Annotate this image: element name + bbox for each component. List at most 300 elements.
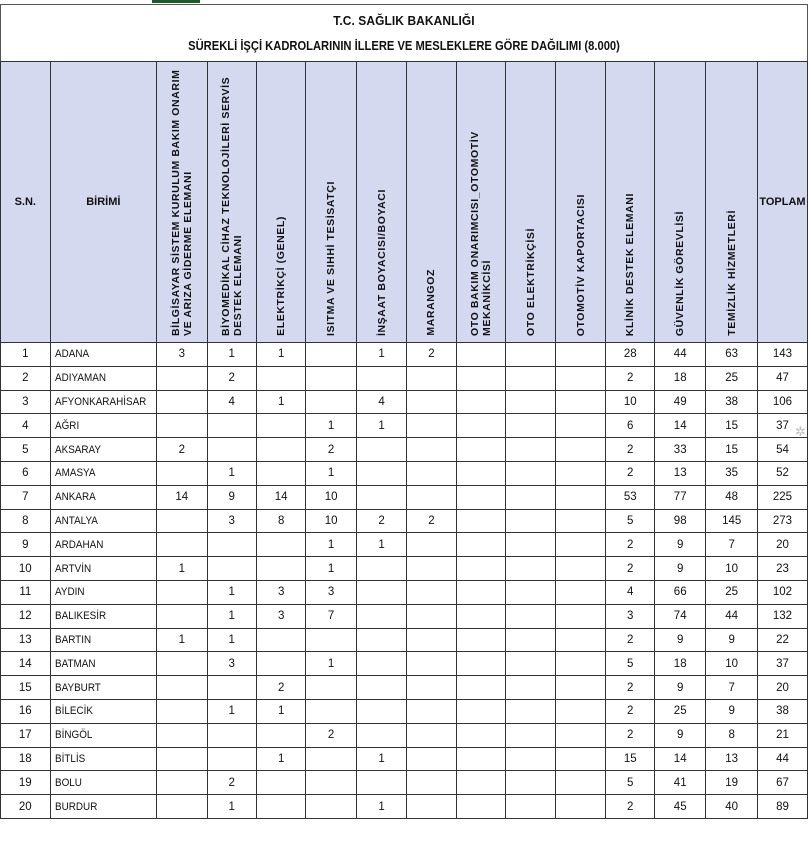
count-cell: 3 bbox=[207, 509, 256, 533]
count-cell bbox=[157, 533, 207, 557]
count-cell bbox=[157, 723, 207, 747]
count-cell: 19 bbox=[706, 771, 758, 795]
province-name: ANTALYA bbox=[50, 509, 156, 533]
count-cell: 1 bbox=[157, 557, 207, 581]
header-label: OTO ELEKTRİKÇİSİ bbox=[524, 228, 537, 336]
row-number: 9 bbox=[1, 533, 51, 557]
province-name: BİNGÖL bbox=[50, 723, 156, 747]
count-cell bbox=[556, 723, 606, 747]
header-electrician bbox=[256, 62, 305, 343]
count-cell bbox=[505, 438, 555, 462]
count-cell: 9 bbox=[654, 533, 705, 557]
count-cell bbox=[356, 366, 406, 390]
count-cell bbox=[456, 366, 505, 390]
count-cell: 6 bbox=[606, 414, 654, 438]
count-cell bbox=[157, 771, 207, 795]
table-row bbox=[1, 343, 808, 367]
count-cell bbox=[456, 343, 505, 367]
count-cell bbox=[407, 557, 456, 581]
row-number: 4 bbox=[1, 414, 51, 438]
province-name: BATMAN bbox=[50, 652, 156, 676]
row-total: 44 bbox=[757, 747, 807, 771]
count-cell: 4 bbox=[606, 580, 654, 604]
count-cell bbox=[456, 390, 505, 414]
header-plumber bbox=[306, 62, 356, 343]
top-accent-bar bbox=[152, 0, 200, 3]
table-row bbox=[1, 699, 808, 723]
count-cell bbox=[556, 390, 606, 414]
count-cell: 1 bbox=[306, 652, 356, 676]
count-cell: 15 bbox=[706, 438, 758, 462]
count-cell: 2 bbox=[606, 461, 654, 485]
count-cell: 10 bbox=[706, 557, 758, 581]
count-cell: 5 bbox=[606, 509, 654, 533]
table-body bbox=[1, 343, 808, 819]
count-cell: 25 bbox=[654, 699, 705, 723]
province-name: BALIKESİR bbox=[50, 604, 156, 628]
count-cell: 2 bbox=[606, 676, 654, 700]
count-cell bbox=[556, 414, 606, 438]
count-cell bbox=[456, 533, 505, 557]
count-cell: 1 bbox=[207, 699, 256, 723]
count-cell: 1 bbox=[256, 747, 305, 771]
count-cell: 3 bbox=[306, 580, 356, 604]
table-row bbox=[1, 652, 808, 676]
count-cell: 5 bbox=[606, 652, 654, 676]
count-cell bbox=[505, 747, 555, 771]
count-cell bbox=[256, 628, 305, 652]
count-cell: 25 bbox=[706, 580, 758, 604]
province-name: BURDUR bbox=[50, 795, 156, 819]
row-total: 20 bbox=[757, 676, 807, 700]
count-cell bbox=[157, 580, 207, 604]
count-cell bbox=[256, 771, 305, 795]
count-cell: 44 bbox=[706, 604, 758, 628]
count-cell bbox=[505, 461, 555, 485]
count-cell: 9 bbox=[654, 628, 705, 652]
row-number: 6 bbox=[1, 461, 51, 485]
count-cell: 145 bbox=[706, 509, 758, 533]
count-cell bbox=[556, 699, 606, 723]
province-name: BOLU bbox=[50, 771, 156, 795]
row-total: 143 bbox=[757, 343, 807, 367]
count-cell bbox=[505, 414, 555, 438]
table-row bbox=[1, 628, 808, 652]
count-cell: 4 bbox=[207, 390, 256, 414]
count-cell bbox=[306, 771, 356, 795]
count-cell: 7 bbox=[306, 604, 356, 628]
count-cell bbox=[306, 366, 356, 390]
count-cell bbox=[256, 795, 305, 819]
count-cell: 15 bbox=[706, 414, 758, 438]
count-cell bbox=[456, 628, 505, 652]
count-cell bbox=[505, 795, 555, 819]
count-cell bbox=[556, 509, 606, 533]
count-cell: 9 bbox=[207, 485, 256, 509]
count-cell bbox=[505, 366, 555, 390]
count-cell bbox=[456, 414, 505, 438]
header-label: OTOMOTİV KAPORTACISI bbox=[574, 193, 587, 336]
count-cell bbox=[505, 557, 555, 581]
count-cell bbox=[256, 366, 305, 390]
table-row bbox=[1, 723, 808, 747]
header-label: ELEKTRİKÇİ (GENEL) bbox=[275, 216, 288, 336]
count-cell bbox=[356, 771, 406, 795]
row-total: 20 bbox=[757, 533, 807, 557]
count-cell bbox=[306, 628, 356, 652]
count-cell: 1 bbox=[207, 628, 256, 652]
province-name: BAYBURT bbox=[50, 676, 156, 700]
count-cell bbox=[407, 771, 456, 795]
count-cell bbox=[407, 604, 456, 628]
count-cell bbox=[356, 485, 406, 509]
count-cell: 8 bbox=[706, 723, 758, 747]
table-row bbox=[1, 676, 808, 700]
header-auto-mechanic bbox=[456, 62, 505, 343]
count-cell bbox=[456, 604, 505, 628]
count-cell: 2 bbox=[256, 676, 305, 700]
count-cell bbox=[157, 747, 207, 771]
count-cell bbox=[505, 723, 555, 747]
province-name: ARTVİN bbox=[50, 557, 156, 581]
count-cell bbox=[306, 390, 356, 414]
count-cell bbox=[505, 580, 555, 604]
count-cell bbox=[456, 485, 505, 509]
count-cell bbox=[356, 557, 406, 581]
header-label: OTO BAKIM ONARIMCISI_OTOMOTİV MEKANİKCİSİ bbox=[468, 131, 493, 336]
count-cell: 1 bbox=[356, 747, 406, 771]
count-cell: 1 bbox=[207, 795, 256, 819]
count-cell: 2 bbox=[606, 723, 654, 747]
row-total: 106 bbox=[757, 390, 807, 414]
count-cell bbox=[407, 747, 456, 771]
count-cell: 2 bbox=[407, 509, 456, 533]
count-cell bbox=[356, 604, 406, 628]
header-cleaning bbox=[706, 62, 758, 343]
header-total: TOPLAM bbox=[757, 62, 807, 343]
count-cell bbox=[556, 461, 606, 485]
row-number: 5 bbox=[1, 438, 51, 462]
count-cell: 33 bbox=[654, 438, 705, 462]
count-cell: 49 bbox=[654, 390, 705, 414]
province-name: AĞRI bbox=[50, 414, 156, 438]
count-cell bbox=[207, 676, 256, 700]
count-cell: 1 bbox=[157, 628, 207, 652]
count-cell: 3 bbox=[256, 580, 305, 604]
province-name: BİTLİS bbox=[50, 747, 156, 771]
header-label: BİYOMEDİKAL CİHAZ TEKNOLOJİLERİ SERVİS DESTEK ELEMANI bbox=[219, 76, 244, 336]
count-cell: 40 bbox=[706, 795, 758, 819]
count-cell: 1 bbox=[256, 390, 305, 414]
count-cell bbox=[207, 438, 256, 462]
header-birimi: BİRİMİ bbox=[50, 62, 156, 343]
count-cell: 3 bbox=[207, 652, 256, 676]
count-cell: 14 bbox=[256, 485, 305, 509]
count-cell bbox=[407, 580, 456, 604]
row-number: 14 bbox=[1, 652, 51, 676]
header-auto-bodywork bbox=[556, 62, 606, 343]
row-total: 89 bbox=[757, 795, 807, 819]
table-row bbox=[1, 747, 808, 771]
count-cell bbox=[306, 343, 356, 367]
row-total: 47 bbox=[757, 366, 807, 390]
count-cell bbox=[505, 533, 555, 557]
count-cell bbox=[407, 676, 456, 700]
count-cell: 2 bbox=[356, 509, 406, 533]
count-cell bbox=[505, 676, 555, 700]
count-cell bbox=[157, 652, 207, 676]
count-cell bbox=[407, 628, 456, 652]
count-cell bbox=[556, 795, 606, 819]
count-cell bbox=[306, 795, 356, 819]
table-row bbox=[1, 414, 808, 438]
count-cell bbox=[456, 652, 505, 676]
count-cell: 1 bbox=[207, 604, 256, 628]
count-cell bbox=[157, 390, 207, 414]
count-cell bbox=[505, 509, 555, 533]
title-block bbox=[0, 4, 808, 64]
count-cell bbox=[505, 628, 555, 652]
row-number: 2 bbox=[1, 366, 51, 390]
table-row bbox=[1, 580, 808, 604]
province-name: ARDAHAN bbox=[50, 533, 156, 557]
count-cell: 2 bbox=[407, 343, 456, 367]
count-cell bbox=[407, 485, 456, 509]
count-cell: 66 bbox=[654, 580, 705, 604]
count-cell bbox=[256, 533, 305, 557]
row-number: 18 bbox=[1, 747, 51, 771]
count-cell bbox=[306, 699, 356, 723]
count-cell bbox=[207, 723, 256, 747]
row-total: 37 bbox=[757, 652, 807, 676]
count-cell bbox=[407, 533, 456, 557]
row-total: 23 bbox=[757, 557, 807, 581]
count-cell: 2 bbox=[606, 533, 654, 557]
count-cell bbox=[356, 438, 406, 462]
count-cell bbox=[505, 771, 555, 795]
row-total: 273 bbox=[757, 509, 807, 533]
row-total: 132 bbox=[757, 604, 807, 628]
count-cell bbox=[505, 390, 555, 414]
count-cell bbox=[556, 652, 606, 676]
count-cell: 1 bbox=[207, 343, 256, 367]
table-row bbox=[1, 771, 808, 795]
count-cell: 1 bbox=[306, 461, 356, 485]
row-total: 22 bbox=[757, 628, 807, 652]
header-label: ISITMA VE SIHHİ TESİSATÇI bbox=[325, 180, 338, 336]
count-cell: 1 bbox=[306, 533, 356, 557]
row-number: 11 bbox=[1, 580, 51, 604]
count-cell bbox=[356, 628, 406, 652]
header-auto-electrician bbox=[505, 62, 555, 343]
count-cell bbox=[505, 604, 555, 628]
count-cell: 1 bbox=[356, 414, 406, 438]
table-row bbox=[1, 485, 808, 509]
row-total: 102 bbox=[757, 580, 807, 604]
count-cell: 1 bbox=[207, 461, 256, 485]
count-cell: 8 bbox=[256, 509, 305, 533]
count-cell bbox=[256, 414, 305, 438]
count-cell: 3 bbox=[157, 343, 207, 367]
row-number: 19 bbox=[1, 771, 51, 795]
count-cell bbox=[157, 366, 207, 390]
header-biomedical bbox=[207, 62, 256, 343]
count-cell: 63 bbox=[706, 343, 758, 367]
count-cell bbox=[407, 414, 456, 438]
province-name: BARTIN bbox=[50, 628, 156, 652]
province-name: AYDIN bbox=[50, 580, 156, 604]
table-row bbox=[1, 461, 808, 485]
table-row bbox=[1, 366, 808, 390]
count-cell bbox=[505, 343, 555, 367]
row-number: 8 bbox=[1, 509, 51, 533]
count-cell bbox=[556, 676, 606, 700]
count-cell: 98 bbox=[654, 509, 705, 533]
count-cell: 9 bbox=[706, 628, 758, 652]
count-cell bbox=[306, 676, 356, 700]
count-cell bbox=[456, 509, 505, 533]
count-cell: 25 bbox=[706, 366, 758, 390]
count-cell bbox=[556, 485, 606, 509]
count-cell bbox=[407, 390, 456, 414]
count-cell bbox=[157, 676, 207, 700]
header-clinical-support bbox=[606, 62, 654, 343]
table-row bbox=[1, 390, 808, 414]
province-name: AKSARAY bbox=[50, 438, 156, 462]
count-cell bbox=[207, 557, 256, 581]
row-total: 38 bbox=[757, 699, 807, 723]
count-cell: 2 bbox=[606, 557, 654, 581]
row-total: 21 bbox=[757, 723, 807, 747]
count-cell: 1 bbox=[306, 414, 356, 438]
count-cell bbox=[256, 723, 305, 747]
row-total: 54 bbox=[757, 438, 807, 462]
count-cell: 7 bbox=[706, 533, 758, 557]
row-number: 7 bbox=[1, 485, 51, 509]
count-cell: 1 bbox=[207, 580, 256, 604]
count-cell bbox=[505, 485, 555, 509]
header-painter bbox=[356, 62, 406, 343]
count-cell: 2 bbox=[207, 771, 256, 795]
header-carpenter bbox=[407, 62, 456, 343]
count-cell bbox=[407, 652, 456, 676]
table-row bbox=[1, 509, 808, 533]
count-cell: 10 bbox=[306, 485, 356, 509]
row-total: 52 bbox=[757, 461, 807, 485]
count-cell bbox=[207, 533, 256, 557]
table-row bbox=[1, 438, 808, 462]
count-cell: 15 bbox=[606, 747, 654, 771]
header-label: TEMİZLİK HİZMETLERİ bbox=[725, 210, 738, 336]
count-cell: 1 bbox=[356, 795, 406, 819]
count-cell bbox=[556, 771, 606, 795]
count-cell: 14 bbox=[654, 414, 705, 438]
count-cell bbox=[556, 628, 606, 652]
count-cell: 2 bbox=[606, 438, 654, 462]
count-cell: 38 bbox=[706, 390, 758, 414]
count-cell bbox=[157, 604, 207, 628]
count-cell bbox=[407, 699, 456, 723]
count-cell bbox=[356, 580, 406, 604]
count-cell bbox=[556, 747, 606, 771]
row-number: 17 bbox=[1, 723, 51, 747]
count-cell: 2 bbox=[306, 723, 356, 747]
count-cell: 1 bbox=[306, 557, 356, 581]
count-cell bbox=[456, 438, 505, 462]
count-cell: 4 bbox=[356, 390, 406, 414]
table-title: SÜREKLİ İŞÇİ KADROLARININ İLLERE VE MESLEKLERE GÖRE DAĞILIMI (8.000) bbox=[188, 38, 620, 53]
count-cell: 2 bbox=[606, 628, 654, 652]
count-cell: 10 bbox=[306, 509, 356, 533]
count-cell bbox=[556, 604, 606, 628]
count-cell: 13 bbox=[654, 461, 705, 485]
count-cell: 18 bbox=[654, 652, 705, 676]
row-number: 16 bbox=[1, 699, 51, 723]
header-row bbox=[1, 62, 808, 343]
count-cell bbox=[407, 461, 456, 485]
count-cell: 1 bbox=[356, 343, 406, 367]
header-label: GÜVENLİK GÖREVLİSİ bbox=[674, 210, 687, 336]
count-cell bbox=[456, 747, 505, 771]
count-cell bbox=[556, 557, 606, 581]
count-cell bbox=[456, 699, 505, 723]
table-row bbox=[1, 533, 808, 557]
count-cell bbox=[356, 461, 406, 485]
count-cell bbox=[306, 747, 356, 771]
count-cell: 7 bbox=[706, 676, 758, 700]
count-cell bbox=[356, 699, 406, 723]
count-cell bbox=[456, 676, 505, 700]
count-cell bbox=[456, 723, 505, 747]
count-cell bbox=[207, 414, 256, 438]
province-name: ANKARA bbox=[50, 485, 156, 509]
row-number: 15 bbox=[1, 676, 51, 700]
watermark-glyph: ✲ bbox=[795, 424, 806, 439]
province-name: BİLECİK bbox=[50, 699, 156, 723]
header-label: MARANGOZ bbox=[425, 269, 438, 336]
row-total: 67 bbox=[757, 771, 807, 795]
row-number: 20 bbox=[1, 795, 51, 819]
count-cell bbox=[407, 723, 456, 747]
count-cell: 10 bbox=[606, 390, 654, 414]
row-number: 12 bbox=[1, 604, 51, 628]
count-cell bbox=[157, 461, 207, 485]
table-row bbox=[1, 604, 808, 628]
count-cell bbox=[456, 557, 505, 581]
count-cell: 41 bbox=[654, 771, 705, 795]
row-number: 1 bbox=[1, 343, 51, 367]
count-cell: 9 bbox=[654, 723, 705, 747]
count-cell: 28 bbox=[606, 343, 654, 367]
count-cell: 18 bbox=[654, 366, 705, 390]
count-cell: 1 bbox=[256, 343, 305, 367]
count-cell: 1 bbox=[256, 699, 305, 723]
count-cell bbox=[256, 652, 305, 676]
count-cell: 48 bbox=[706, 485, 758, 509]
count-cell: 2 bbox=[606, 795, 654, 819]
header-computer-tech bbox=[157, 62, 207, 343]
header-security bbox=[654, 62, 705, 343]
count-cell: 10 bbox=[706, 652, 758, 676]
count-cell bbox=[256, 438, 305, 462]
count-cell: 44 bbox=[654, 343, 705, 367]
count-cell: 3 bbox=[256, 604, 305, 628]
province-name: AFYONKARAHİSAR bbox=[50, 390, 156, 414]
count-cell: 45 bbox=[654, 795, 705, 819]
count-cell bbox=[157, 795, 207, 819]
count-cell bbox=[407, 795, 456, 819]
count-cell: 9 bbox=[706, 699, 758, 723]
